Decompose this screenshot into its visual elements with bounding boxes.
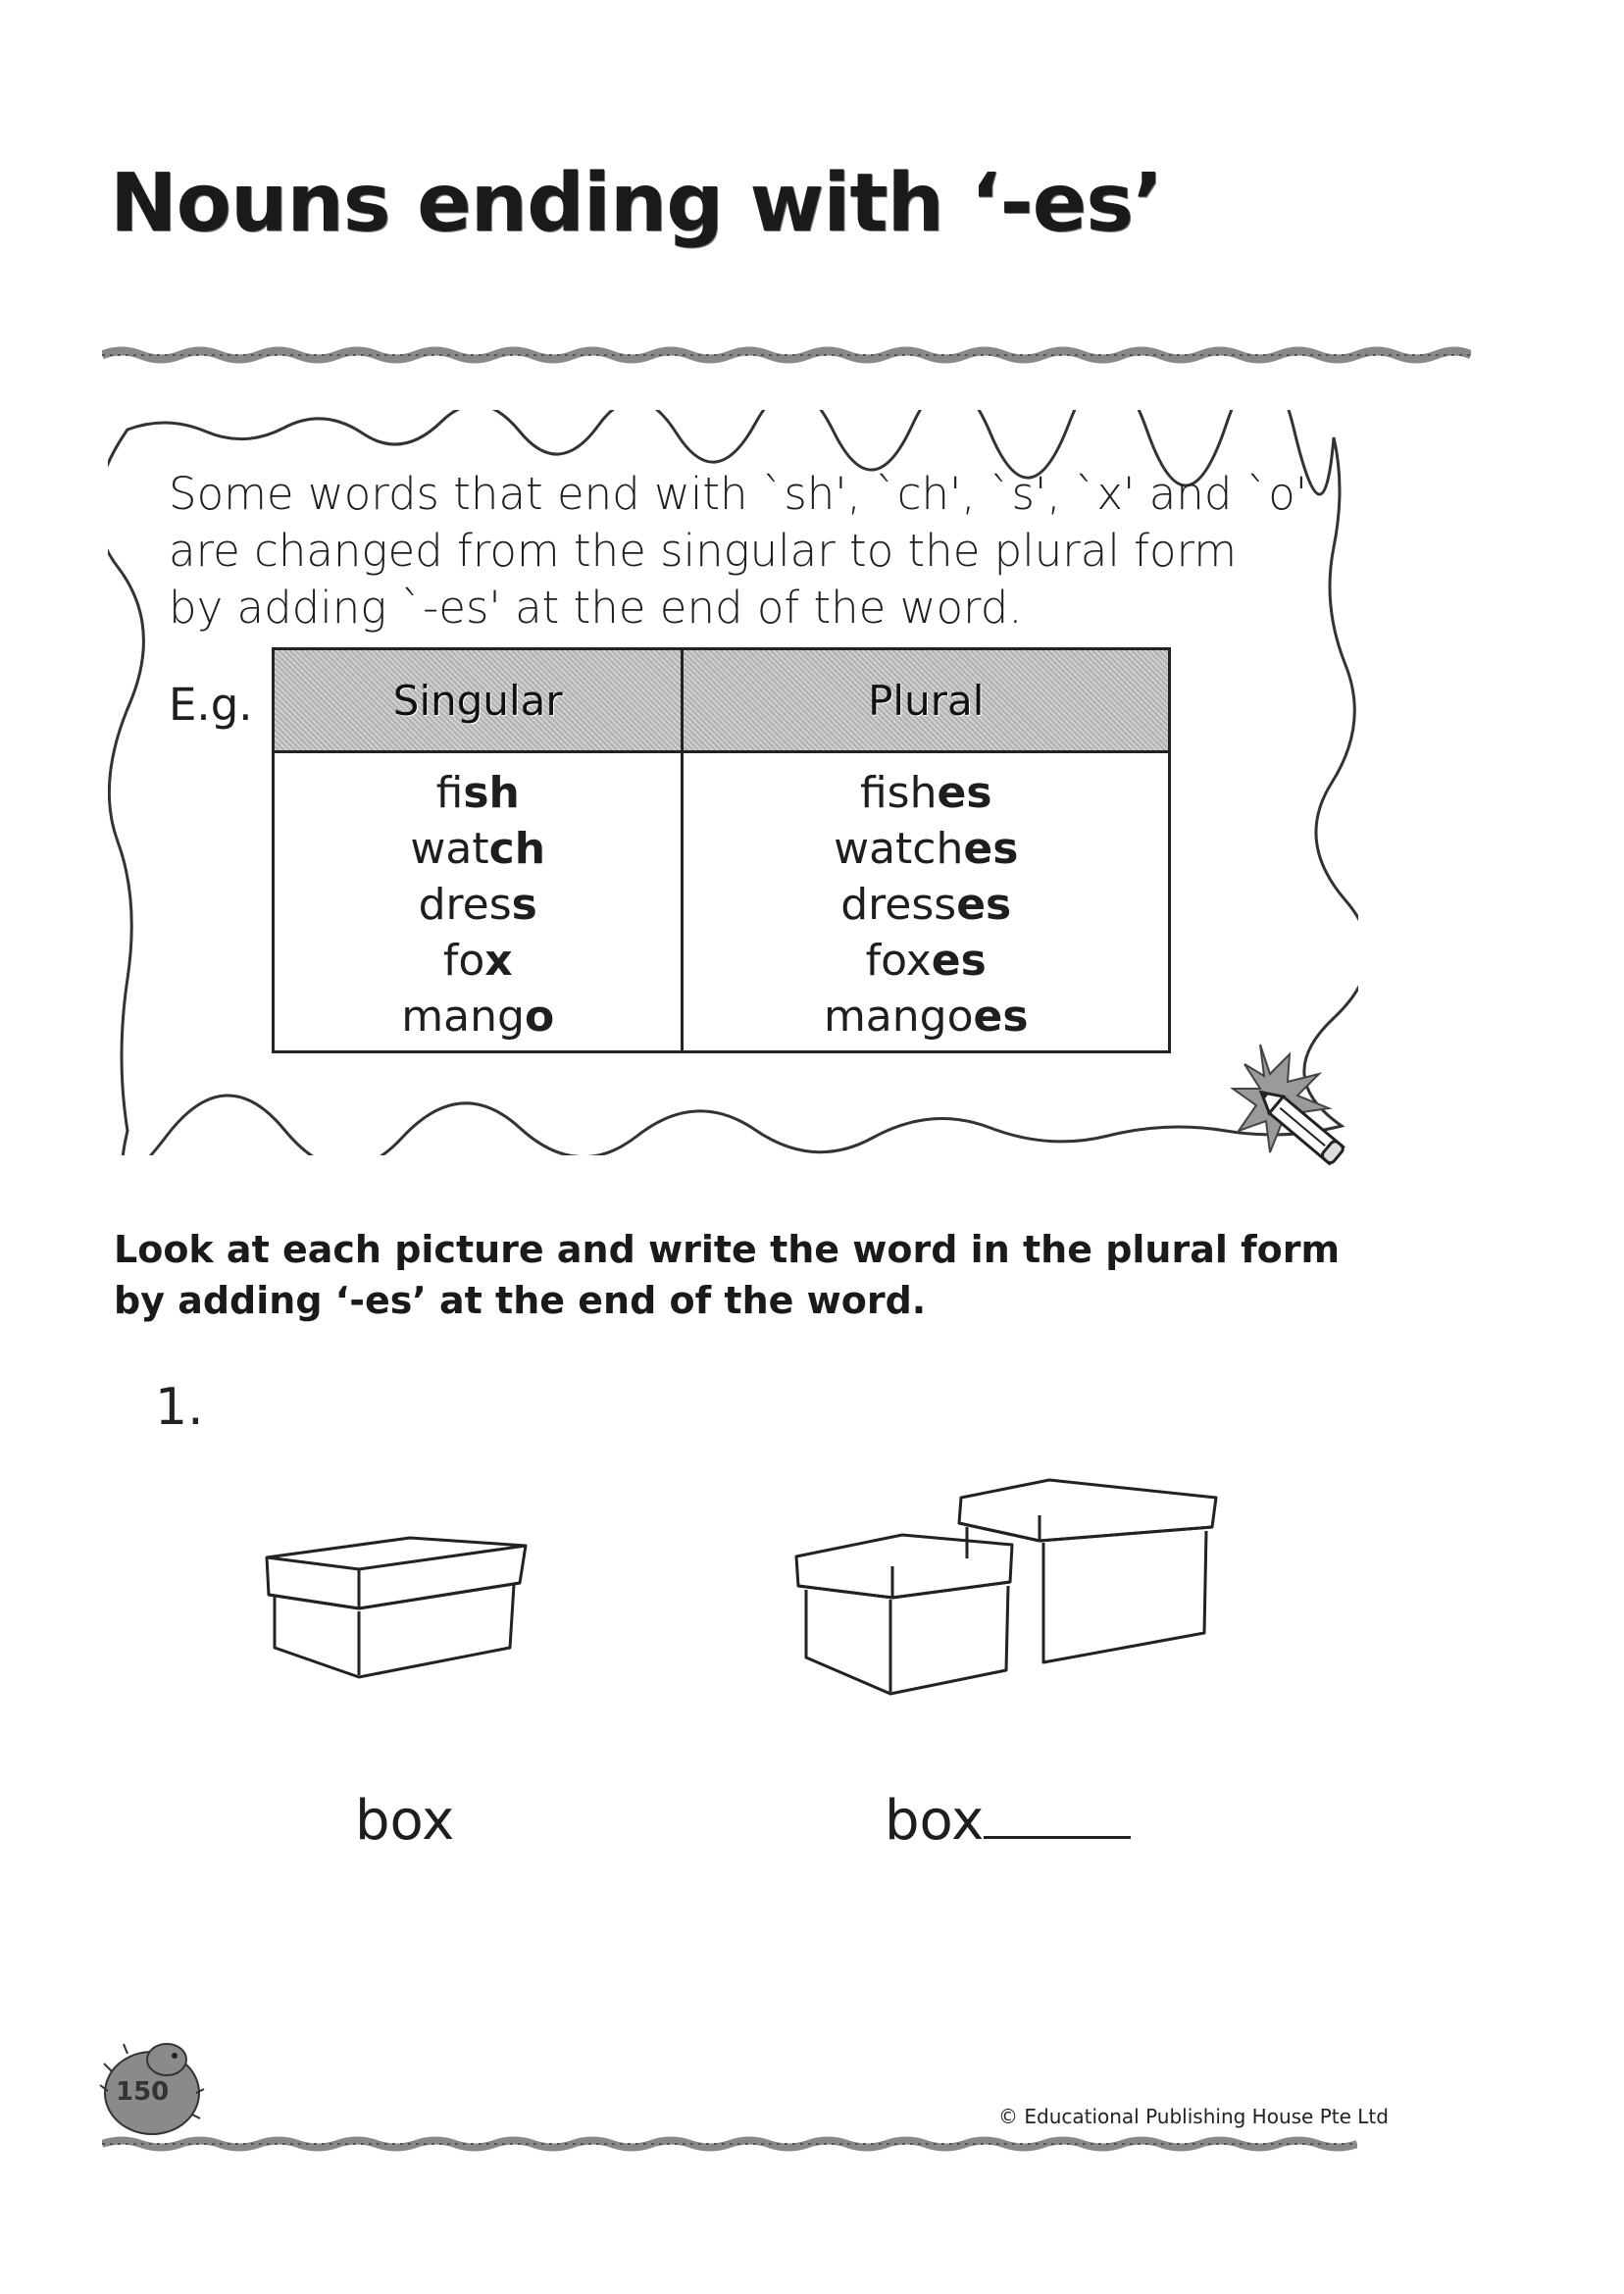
plural-stem: box xyxy=(885,1789,985,1853)
singular-answer-word: box xyxy=(355,1789,455,1853)
plural-answer-word xyxy=(885,1789,1131,1853)
plural-word: dresses xyxy=(840,880,1012,930)
instruction-text: Look at each picture and write the word in the plural form by adding ‘-es’ at the end of the word. xyxy=(114,1228,1341,1322)
box-icon xyxy=(263,1518,537,1685)
example-table xyxy=(272,647,1171,1053)
singular-word: fox xyxy=(442,936,513,986)
boxes-icon xyxy=(785,1476,1226,1707)
singular-word: dress xyxy=(418,880,537,930)
decorative-divider-bottom xyxy=(102,2134,1357,2154)
plural-word: mangoes xyxy=(823,992,1029,1042)
page-title: Nouns ending with ‘-es’ xyxy=(110,157,1163,250)
plural-word: fishes xyxy=(859,768,992,818)
singular-column xyxy=(274,752,683,1052)
rule-line: by adding `-es' at the end of the word. xyxy=(169,582,1023,634)
decorative-divider-top xyxy=(102,345,1471,365)
rule-text xyxy=(169,466,1326,637)
table-body-row xyxy=(274,752,1170,1052)
answer-blank[interactable] xyxy=(984,1791,1131,1839)
singular-word: fish xyxy=(435,768,520,818)
plural-word: foxes xyxy=(865,936,987,986)
plural-column xyxy=(683,752,1170,1052)
table-header-row xyxy=(274,649,1170,752)
example-label: E.g. xyxy=(169,679,253,731)
pencil-icon xyxy=(1231,1035,1358,1182)
rule-line: are changed from the singular to the plural form xyxy=(169,525,1238,577)
plural-word: watches xyxy=(834,824,1019,874)
header-plural: Plural xyxy=(683,649,1170,752)
question-number: 1. xyxy=(155,1378,204,1437)
header-singular: Singular xyxy=(274,649,683,752)
copyright-text: © Educational Publishing House Pte Ltd xyxy=(998,2105,1389,2128)
singular-word: watch xyxy=(410,824,546,874)
rule-line: Some words that end with `sh', `ch', `s', `x' and `o' xyxy=(169,468,1308,520)
singular-word: mango xyxy=(401,992,555,1042)
page-number: 150 xyxy=(116,2077,170,2107)
